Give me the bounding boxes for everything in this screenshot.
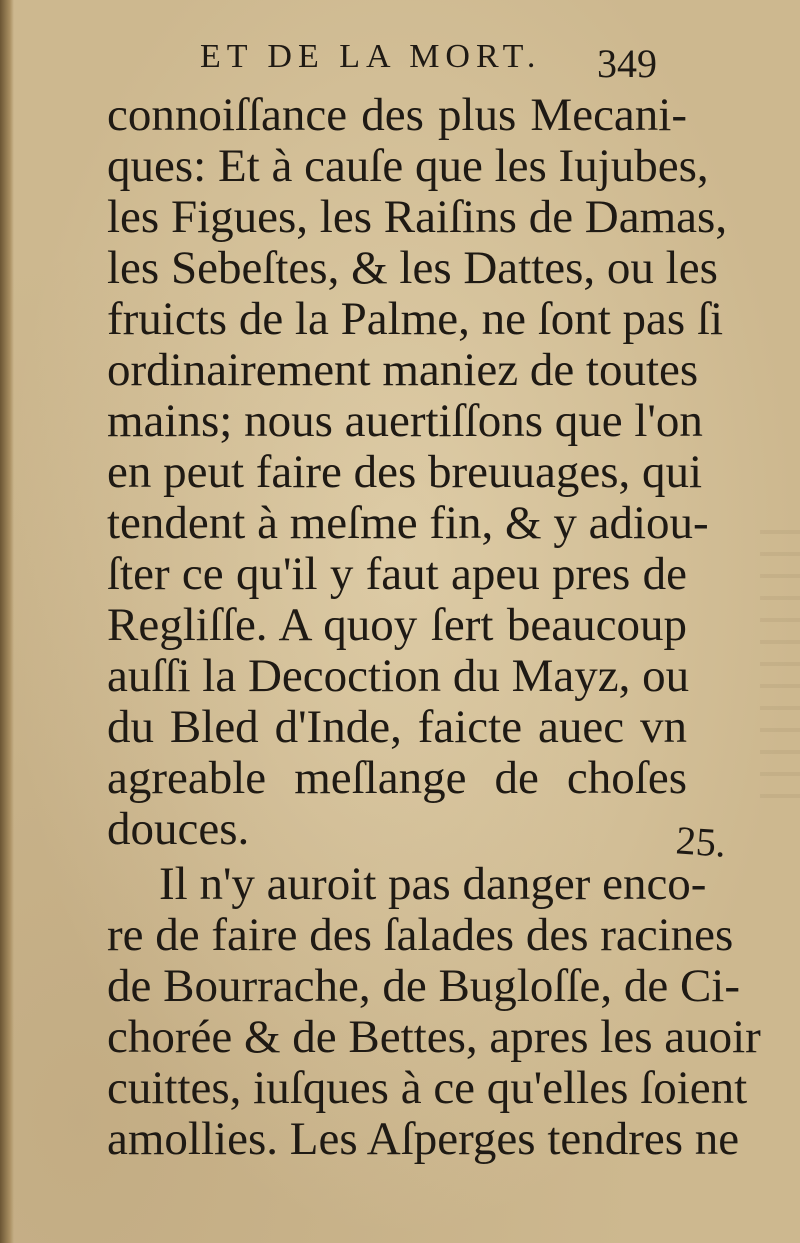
text-line: connoiſſance des plus Mecani- (107, 89, 687, 141)
text-line: douces. (107, 803, 250, 855)
marginal-note: 25. (674, 817, 728, 866)
page-spine-shadow (0, 0, 14, 1243)
text-line: de Bourrache, de Bugloſſe, de Ci- (107, 960, 741, 1012)
page-number: 349 (597, 41, 657, 86)
text-line: amollies. Les Aſperges tendres ne (107, 1113, 740, 1165)
text-line: les Sebeſtes, & les Dattes, ou les (107, 242, 718, 294)
text-line: agreable meſlange de choſes (107, 752, 687, 804)
text-line: ordinairement maniez de toutes (107, 344, 699, 396)
show-through-bleed (760, 530, 800, 800)
text-line: fruicts de la Palme, ne ſont pas ſi (107, 293, 724, 345)
text-line: en peut faire des breuuages, qui (107, 446, 703, 498)
running-title: ET DE LA MORT. (200, 38, 542, 75)
text-line: du Bled d'Inde, faicte auec vn (107, 701, 687, 753)
text-line: tendent à meſme fin, & y adiou- (107, 497, 709, 549)
paragraph-first-line: Il n'y auroit pas danger enco- (159, 858, 707, 910)
text-line: ſter ce qu'il y faut apeu pres de (107, 548, 687, 600)
text-line: cuittes, iuſques à ce qu'elles ſoient (107, 1062, 748, 1114)
text-line: auſſi la Decoction du Mayz, ou (107, 650, 690, 702)
text-line: re de faire des ſalades des racines (107, 909, 734, 961)
text-line: chorée & de Bettes, apres les auoir (107, 1011, 761, 1063)
text-line: mains; nous auertiſſons que l'on (107, 395, 703, 447)
text-line: Regliſſe. A quoy ſert beaucoup (107, 599, 687, 651)
text-line: ques: Et à cauſe que les Iujubes, (107, 140, 709, 192)
text-line: les Figues, les Raiſins de Damas, (107, 191, 728, 243)
